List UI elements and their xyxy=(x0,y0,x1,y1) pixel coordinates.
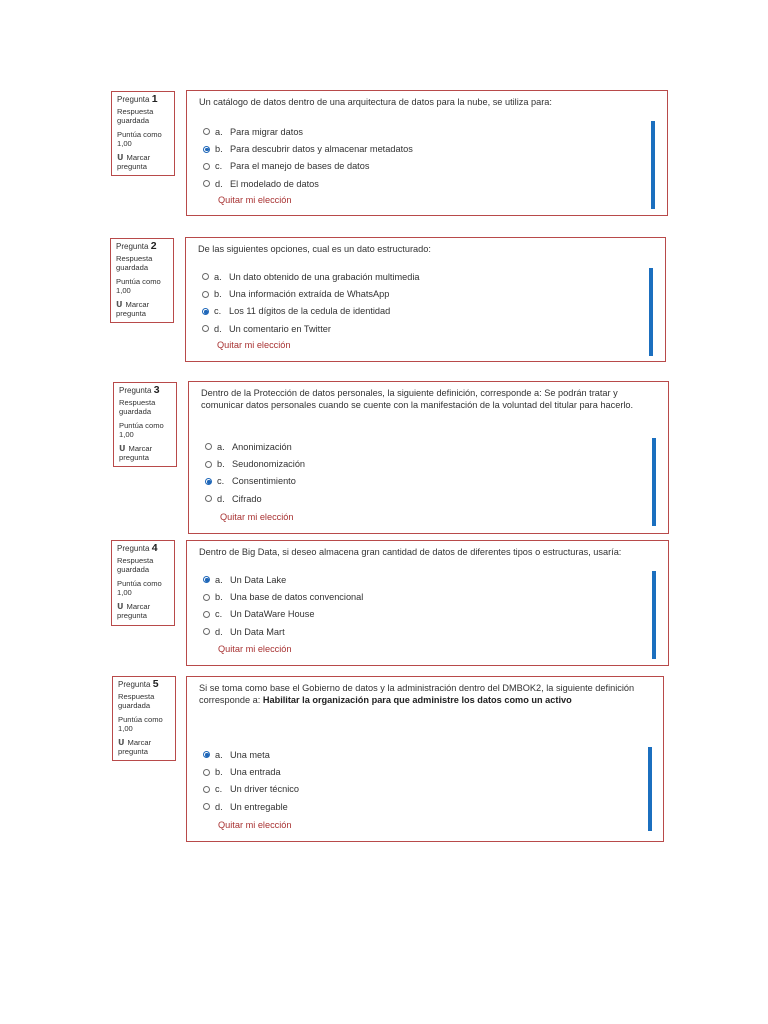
radio-b[interactable] xyxy=(202,291,209,298)
question-text xyxy=(199,683,651,706)
question-number: 1 xyxy=(151,93,158,105)
question-box-2 xyxy=(185,237,666,362)
option-letter: b. xyxy=(214,289,222,300)
option-text: Un driver técnico xyxy=(230,784,299,795)
radio-d[interactable] xyxy=(203,180,210,187)
question-score: Puntúa como 1,00 xyxy=(117,130,162,148)
option-text: Para migrar datos xyxy=(230,126,304,137)
option-letter: c. xyxy=(215,609,223,620)
answer-options xyxy=(202,268,420,338)
option-text: Una información extraída de WhatsApp xyxy=(229,289,390,300)
option-d[interactable] xyxy=(203,798,299,815)
option-c[interactable] xyxy=(203,606,363,623)
question-box-4 xyxy=(186,540,669,666)
option-letter: d. xyxy=(215,626,223,637)
flag-question-link[interactable] xyxy=(117,153,169,171)
option-b[interactable] xyxy=(203,588,363,605)
radio-a[interactable] xyxy=(203,128,210,135)
answer-status: Respuesta guardada xyxy=(119,398,156,416)
option-text: Consentimiento xyxy=(232,476,296,487)
clear-choice-link[interactable]: Quitar mi elección xyxy=(217,340,291,350)
option-text: Cifrado xyxy=(232,493,262,504)
option-letter: a. xyxy=(215,126,223,137)
radio-c[interactable] xyxy=(203,786,210,793)
radio-b[interactable] xyxy=(203,594,210,601)
radio-b[interactable] xyxy=(203,769,210,776)
question-number: 4 xyxy=(151,542,158,554)
option-a[interactable] xyxy=(203,123,413,140)
question-label: Pregunta xyxy=(118,680,151,689)
scroll-bar[interactable] xyxy=(649,268,653,356)
option-text: Un entregable xyxy=(230,801,288,812)
radio-a-selected[interactable] xyxy=(203,576,210,583)
flag-icon: 𝗨 xyxy=(119,444,126,453)
radio-c-selected[interactable] xyxy=(202,308,209,315)
question-number: 2 xyxy=(150,240,157,252)
option-text: Un dato obtenido de una grabación multimedia xyxy=(229,271,420,282)
radio-a[interactable] xyxy=(205,443,212,450)
flag-question-link[interactable] xyxy=(116,300,168,318)
option-text: Una meta xyxy=(230,749,270,760)
clear-choice-link[interactable]: Quitar mi elección xyxy=(218,644,292,654)
answer-status: Respuesta guardada xyxy=(116,254,153,272)
radio-c-selected[interactable] xyxy=(205,478,212,485)
flag-label: Marcar pregunta xyxy=(117,602,151,620)
clear-choice-link[interactable]: Quitar mi elección xyxy=(218,195,292,205)
radio-d[interactable] xyxy=(203,628,210,635)
radio-c[interactable] xyxy=(203,163,210,170)
question-score: Puntúa como 1,00 xyxy=(119,421,164,439)
radio-a-selected[interactable] xyxy=(203,751,210,758)
flag-label: Marcar pregunta xyxy=(116,300,150,318)
option-c[interactable] xyxy=(203,158,413,175)
option-letter: d. xyxy=(217,493,225,504)
option-text: Un DataWare House xyxy=(230,609,315,620)
option-letter: d. xyxy=(214,323,222,334)
question-text-highlight: Habilitar la organización para que administre los datos como un activo xyxy=(262,694,572,705)
question-text-prefix: Si se toma como base el Gobierno de datos y la administración dentro del DMBOK2, la siguiente definición corresponde a: xyxy=(199,683,635,705)
radio-a[interactable] xyxy=(202,273,209,280)
option-text: Los 11 dígitos de la cedula de identidad xyxy=(229,306,391,317)
scroll-bar[interactable] xyxy=(651,121,655,209)
option-a[interactable] xyxy=(203,571,363,588)
question-label: Pregunta xyxy=(117,544,150,553)
question-label: Pregunta xyxy=(116,242,149,251)
question-info-4 xyxy=(111,540,175,626)
option-letter: c. xyxy=(214,306,222,317)
option-text: Para descubrir datos y almacenar metadatos xyxy=(230,144,413,155)
question-text: Un catálogo de datos dentro de una arquitectura de datos para la nube, se utiliza para: xyxy=(199,97,552,107)
flag-label: Marcar pregunta xyxy=(119,444,153,462)
flag-icon: 𝗨 xyxy=(116,300,123,309)
option-letter: c. xyxy=(215,784,223,795)
option-text: Un Data Lake xyxy=(230,574,287,585)
scroll-bar[interactable] xyxy=(652,571,656,659)
option-text: Anonimización xyxy=(232,441,292,452)
flag-label: Marcar pregunta xyxy=(117,153,151,171)
option-d[interactable] xyxy=(205,490,305,507)
option-text: Seudonomización xyxy=(232,459,306,470)
option-a[interactable] xyxy=(202,268,420,285)
option-letter: b. xyxy=(215,767,223,778)
clear-choice-link[interactable]: Quitar mi elección xyxy=(218,820,292,830)
question-info-2 xyxy=(110,238,174,323)
question-info-1 xyxy=(111,91,175,176)
question-score: Puntúa como 1,00 xyxy=(118,715,163,733)
option-b[interactable] xyxy=(203,763,299,780)
option-letter: c. xyxy=(215,161,223,172)
option-letter: b. xyxy=(215,144,223,155)
option-letter: a. xyxy=(215,574,223,585)
option-a[interactable] xyxy=(205,438,305,455)
question-number: 5 xyxy=(152,678,159,690)
radio-b[interactable] xyxy=(205,461,212,468)
option-b[interactable] xyxy=(202,285,420,302)
flag-question-link[interactable] xyxy=(118,738,170,756)
flag-question-link[interactable] xyxy=(117,602,169,620)
scroll-bar[interactable] xyxy=(648,747,652,831)
option-c[interactable] xyxy=(202,303,420,320)
flag-question-link[interactable] xyxy=(119,444,171,462)
question-box-5 xyxy=(186,676,664,842)
answer-status: Respuesta guardada xyxy=(117,107,154,125)
radio-c[interactable] xyxy=(203,611,210,618)
option-letter: c. xyxy=(217,476,225,487)
option-text: Un Data Mart xyxy=(230,626,285,637)
radio-d[interactable] xyxy=(203,803,210,810)
answer-options xyxy=(203,746,299,816)
answer-status: Respuesta guardada xyxy=(117,556,154,574)
answer-options xyxy=(203,123,413,193)
option-text: Para el manejo de bases de datos xyxy=(230,161,370,172)
option-letter: d. xyxy=(215,801,223,812)
question-score: Puntúa como 1,00 xyxy=(116,277,161,295)
option-letter: a. xyxy=(214,271,222,282)
question-info-5 xyxy=(112,676,176,761)
option-letter: b. xyxy=(215,592,223,603)
answer-options xyxy=(205,438,305,508)
option-letter: a. xyxy=(217,441,225,452)
option-d[interactable] xyxy=(202,320,420,337)
option-a[interactable] xyxy=(203,746,299,763)
option-text: El modelado de datos xyxy=(230,178,319,189)
question-box-1 xyxy=(186,90,668,216)
flag-label: Marcar pregunta xyxy=(118,738,152,756)
question-box-3 xyxy=(188,381,669,534)
option-b[interactable] xyxy=(203,140,413,157)
radio-b-selected[interactable] xyxy=(203,146,210,153)
question-label: Pregunta xyxy=(117,95,150,104)
option-text: Un comentario en Twitter xyxy=(229,323,331,334)
option-d[interactable] xyxy=(203,175,413,192)
answer-options xyxy=(203,571,363,641)
option-letter: d. xyxy=(215,178,223,189)
radio-d[interactable] xyxy=(205,495,212,502)
question-text: De las siguientes opciones, cual es un dato estructurado: xyxy=(198,244,431,254)
question-text: Dentro de la Protección de datos personales, la siguiente definición, corresponde a: Se podrán tratar y comunicar datos personales cuando se cuente con la manifestación de la voluntad del titular para hacerlo. xyxy=(201,388,634,410)
question-info-3 xyxy=(113,382,177,467)
option-c[interactable] xyxy=(203,781,299,798)
flag-icon: 𝗨 xyxy=(118,738,125,747)
option-d[interactable] xyxy=(203,623,363,640)
option-letter: b. xyxy=(217,459,225,470)
option-b[interactable] xyxy=(205,455,305,472)
question-score: Puntúa como 1,00 xyxy=(117,579,162,597)
answer-status: Respuesta guardada xyxy=(118,692,155,710)
flag-icon: 𝗨 xyxy=(117,153,124,162)
clear-choice-link[interactable]: Quitar mi elección xyxy=(220,512,294,522)
flag-icon: 𝗨 xyxy=(117,602,124,611)
scroll-bar[interactable] xyxy=(652,438,656,526)
radio-d[interactable] xyxy=(202,325,209,332)
option-letter: a. xyxy=(215,749,223,760)
option-text: Una entrada xyxy=(230,767,281,778)
question-text: Dentro de Big Data, si deseo almacena gran cantidad de datos de diferentes tipos o estructuras, usaría: xyxy=(199,547,622,557)
question-number: 3 xyxy=(153,384,160,396)
option-text: Una base de datos convencional xyxy=(230,592,364,603)
question-label: Pregunta xyxy=(119,386,152,395)
option-c[interactable] xyxy=(205,473,305,490)
